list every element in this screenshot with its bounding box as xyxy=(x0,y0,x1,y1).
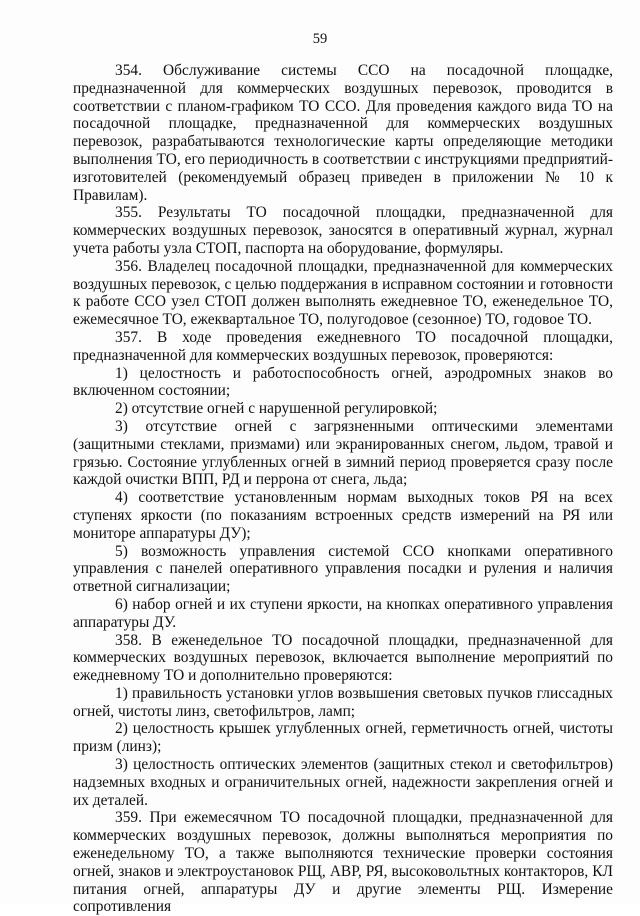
list-item-358-2: 2) целостность крышек углубленных огней, герметичность огней, чистоты призм (линз); xyxy=(73,720,613,756)
paragraph-354: 354. Обслуживание системы ССО на посадочной площадке, предназначенной для коммерческих воздушных перевозок, проводится в соответствии с планом-графиком ТО ССО. Для проведения каждого вида ТО на посадочной площадке, предназначенной для коммерческих воздушных перевозок, разрабатываются технологические карты определяющие методики выполнения ТО, его периодичность в соответствии с инструкциями предприятий-изготовителей (рекомендуемый образец приведен в приложении № 10 к Правилам). xyxy=(73,62,613,204)
list-item-358-1: 1) правильность установки углов возвышения световых пучков глиссадных огней, чистоты линз, светофильтров, ламп; xyxy=(73,684,613,720)
paragraph-358: 358. В еженедельное ТО посадочной площадки, предназначенной для коммерческих воздушных перевозок, включается выполнение мероприятий по ежедневному ТО и дополнительно проверяются: xyxy=(73,631,613,685)
document-body xyxy=(73,62,613,916)
paragraph-355: 355. Результаты ТО посадочной площадки, предназначенной для коммерческих воздушных перевозок, заносятся в оперативный журнал, журнал учета работы узла СТОП, паспорта на оборудование, формуляры. xyxy=(73,204,613,257)
list-item-357-3: 3) отсутствие огней с загрязненными оптическими элементами (защитными стеклами, призмами) или экранированных снегом, льдом, травой и грязью. Состояние углубленных огней в зимний период проверяется сразу после каждой очистки ВПП, РД и перрона от снега, льда; xyxy=(73,417,613,489)
list-item-358-3: 3) целостность оптических элементов (защитных стекол и светофильтров) надземных входных и ограничительных огней, надежности закрепления огней и их деталей. xyxy=(73,756,613,809)
paragraph-357: 357. В ходе проведения ежедневного ТО посадочной площадки, предназначенной для коммерческих воздушных перевозок, проверяются: xyxy=(73,328,613,364)
list-item-357-1: 1) целостность и работоспособность огней, аэродромных знаков во включенном состоянии; xyxy=(73,364,613,400)
list-item-357-2: 2) отсутствие огней с нарушенной регулировкой; xyxy=(115,400,438,418)
list-item-357-5: 5) возможность управления системой ССО кнопками оперативного управления с панелей оперативного управления посадки и руления и наличия ответной сигнализации; xyxy=(73,542,613,596)
list-item-357-4: 4) соответствие установленным нормам выходных токов РЯ на всех ступенях яркости (по показаниям встроенных средств измерений на РЯ или мониторе аппаратуры ДУ); xyxy=(73,489,613,542)
page-number: 59 xyxy=(312,31,328,47)
paragraph-356: 356. Владелец посадочной площадки, предназначенной для коммерческих воздушных перевозок, с целью поддержания в исправном состоянии и готовности к работе ССО узел СТОП должен выполнять ежедневное ТО, еженедельное ТО, ежемесячное ТО, ежеквартальное ТО, полугодовое (сезонное) ТО, годовое ТО. xyxy=(73,257,613,329)
list-item-357-6: 6) набор огней и их ступени яркости, на кнопках оперативного управления аппаратуры ДУ. xyxy=(73,595,613,631)
paragraph-359: 359. При ежемесячном ТО посадочной площадки, предназначенной для коммерческих воздушных перевозок, должны выполняться мероприятия по еженедельному ТО, а также выполняются технические проверки состояния огней, знаков и электроустановок РЩ, АВР, РЯ, высоковольтных контакторов, КЛ питания огней, аппаратуры ДУ и другие элементы РЩ. Измерение сопротивления xyxy=(73,809,613,916)
